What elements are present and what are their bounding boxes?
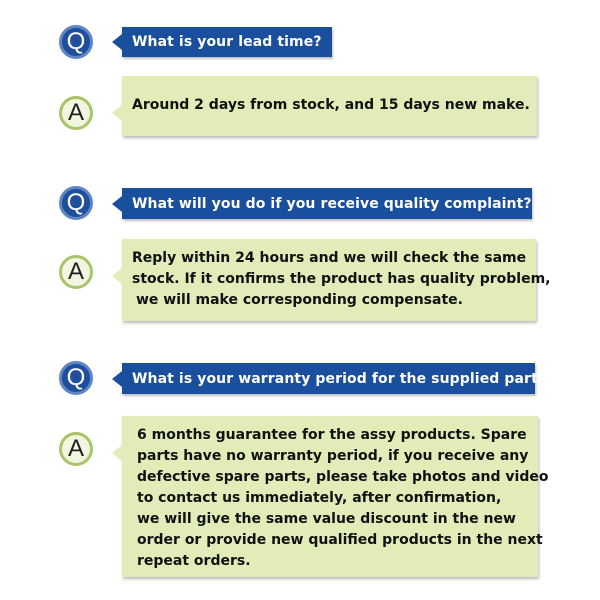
- answer-1: [122, 76, 537, 136]
- answer-line: stock. If it confirms the product has quality problem,: [132, 271, 551, 287]
- question-badge: Q: [59, 25, 93, 59]
- answer-line: order or provide new qualified products in the next: [137, 532, 543, 548]
- answer-line: repeat orders.: [137, 553, 251, 569]
- answer-badge: A: [59, 96, 93, 130]
- question-2: [122, 188, 532, 219]
- answer-line: Around 2 days from stock, and 15 days new make.: [132, 97, 530, 113]
- question-text: What is your warranty period for the supplied parts?: [132, 370, 555, 387]
- answer-line: we will make corresponding compensate.: [136, 292, 463, 308]
- answer-line: parts have no warranty period, if you receive any: [137, 448, 529, 464]
- question-text: What is your lead time?: [132, 34, 322, 50]
- answer-3: [122, 416, 549, 577]
- question-badge: Q: [59, 186, 93, 220]
- answer-line: 6 months guarantee for the assy products. Spare: [137, 427, 527, 443]
- answer-line: defective spare parts, please take photos and video: [137, 469, 549, 485]
- answer-badge: A: [59, 432, 93, 466]
- answer-2: [122, 239, 551, 321]
- answer-line: to contact us immediately, after confirmation,: [137, 490, 502, 506]
- question-1: [122, 27, 332, 57]
- answer-badge: A: [59, 255, 93, 289]
- answer-line: Reply within 24 hours and we will check the same: [132, 250, 527, 266]
- answer-line: we will give the same value discount in the new: [137, 511, 516, 527]
- question-3: [122, 363, 555, 394]
- question-text: What will you do if you receive quality complaint?: [132, 195, 532, 212]
- question-badge: Q: [59, 361, 93, 395]
